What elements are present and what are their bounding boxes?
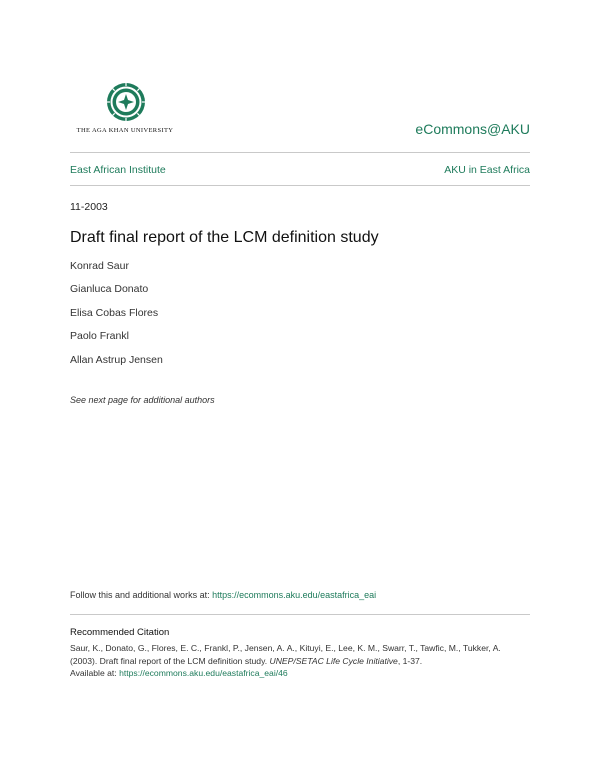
footer-divider: [70, 614, 530, 615]
publication-date: 11-2003: [70, 201, 108, 213]
nav-divider: [70, 185, 530, 186]
citation-pages: , 1-37.: [397, 655, 423, 666]
citation-block: [70, 642, 530, 680]
follow-line: [70, 590, 376, 600]
author-name: Gianluca Donato: [70, 283, 149, 295]
recommended-citation-heading: Recommended Citation: [70, 627, 170, 638]
author-name: Allan Astrup Jensen: [70, 354, 163, 366]
header-divider: [70, 152, 530, 153]
available-label: Available at:: [70, 668, 117, 678]
region-link[interactable]: AKU in East Africa: [444, 164, 530, 176]
university-name: THE AGA KHAN UNIVERSITY: [76, 127, 174, 134]
citation-text: Saur, K., Donato, G., Flores, E. C., Frankl, P., Jensen, A. A., Kituyi, E., Lee, K. M., Swarr, T., Tawfic, M., Tukker, A. (2003). Draft final report of the LCM definition study.: [70, 643, 501, 666]
author-name: Elisa Cobas Flores: [70, 307, 159, 319]
aku-seal-icon: [106, 82, 146, 122]
author-name: Paolo Frankl: [70, 330, 129, 342]
author-name: Konrad Saur: [70, 260, 129, 272]
available-link[interactable]: https://ecommons.aku.edu/eastafrica_eai/46: [119, 668, 288, 678]
document-title: Draft final report of the LCM definition study: [70, 229, 379, 246]
additional-authors-note: See next page for additional authors: [70, 395, 215, 405]
ecommons-brand-link[interactable]: eCommons@AKU: [415, 121, 530, 137]
citation-journal: UNEP/SETAC Life Cycle Initiative: [269, 655, 398, 666]
follow-text: Follow this and additional works at:: [70, 590, 210, 600]
institute-link[interactable]: East African Institute: [70, 164, 166, 176]
follow-link[interactable]: https://ecommons.aku.edu/eastafrica_eai: [212, 590, 377, 600]
